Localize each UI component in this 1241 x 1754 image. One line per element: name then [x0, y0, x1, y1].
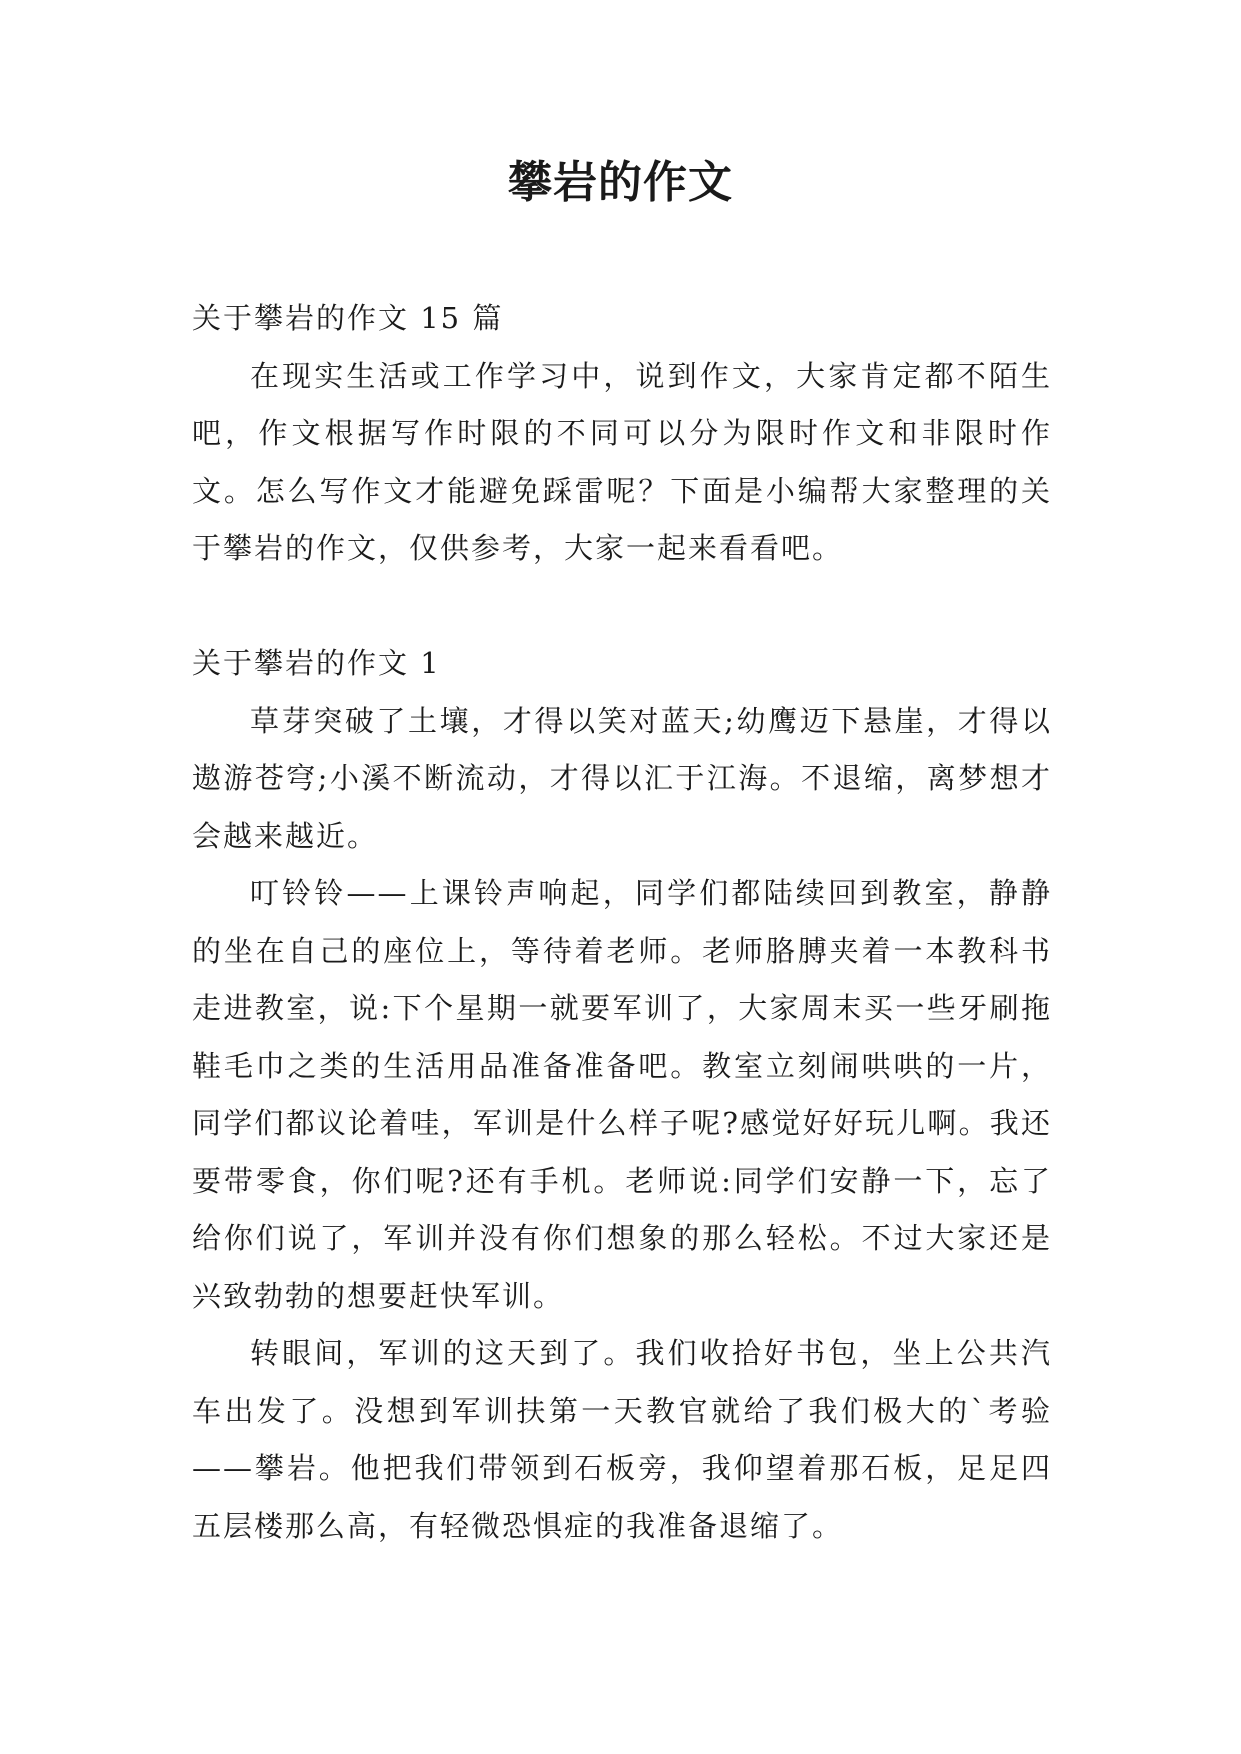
- section-spacer: [192, 578, 1052, 636]
- intro-paragraph: 在现实生活或工作学习中，说到作文，大家肯定都不陌生吧，作文根据写作时限的不同可以分为限时作文和非限时作文。怎么写作文才能避免踩雷呢？下面是小编帮大家整理的关于攀岩的作文，仅供参考，大家一起来看看吧。: [192, 358, 1052, 565]
- document-body: [192, 290, 1052, 1555]
- intro-heading: 关于攀岩的作文 15 篇: [192, 301, 504, 335]
- essay-paragraph-2: 叮铃铃——上课铃声响起，同学们都陆续回到教室，静静的坐在自己的座位上，等待着老师。老师胳膊夹着一本教科书走进教室，说:下个星期一就要军训了，大家周末买一些牙刷拖鞋毛巾之类的生活用品准备准备吧。教室立刻闹哄哄的一片，同学们都议论着哇，军训是什么样子呢?感觉好好玩儿啊。我还要带零食，你们呢?还有手机。老师说:同学们安静一下，忘了给你们说了，军训并没有你们想象的那么轻松。不过大家还是兴致勃勃的想要赶快军训。: [192, 876, 1052, 1313]
- essay-heading: 关于攀岩的作文 1: [192, 646, 441, 680]
- essay-paragraph-3: 转眼间，军训的这天到了。我们收拾好书包，坐上公共汽车出发了。没想到军训扶第一天教官就给了我们极大的`考验——攀岩。他把我们带领到石板旁，我仰望着那石板，足足四五层楼那么高，有轻微恐惧症的我准备退缩了。: [192, 1336, 1052, 1543]
- document-title: 攀岩的作文: [508, 157, 733, 208]
- essay-paragraph-1: 草芽突破了土壤，才得以笑对蓝天;幼鹰迈下悬崖，才得以遨游苍穹;小溪不断流动，才得以汇于江海。不退缩，离梦想才会越来越近。: [192, 703, 1052, 853]
